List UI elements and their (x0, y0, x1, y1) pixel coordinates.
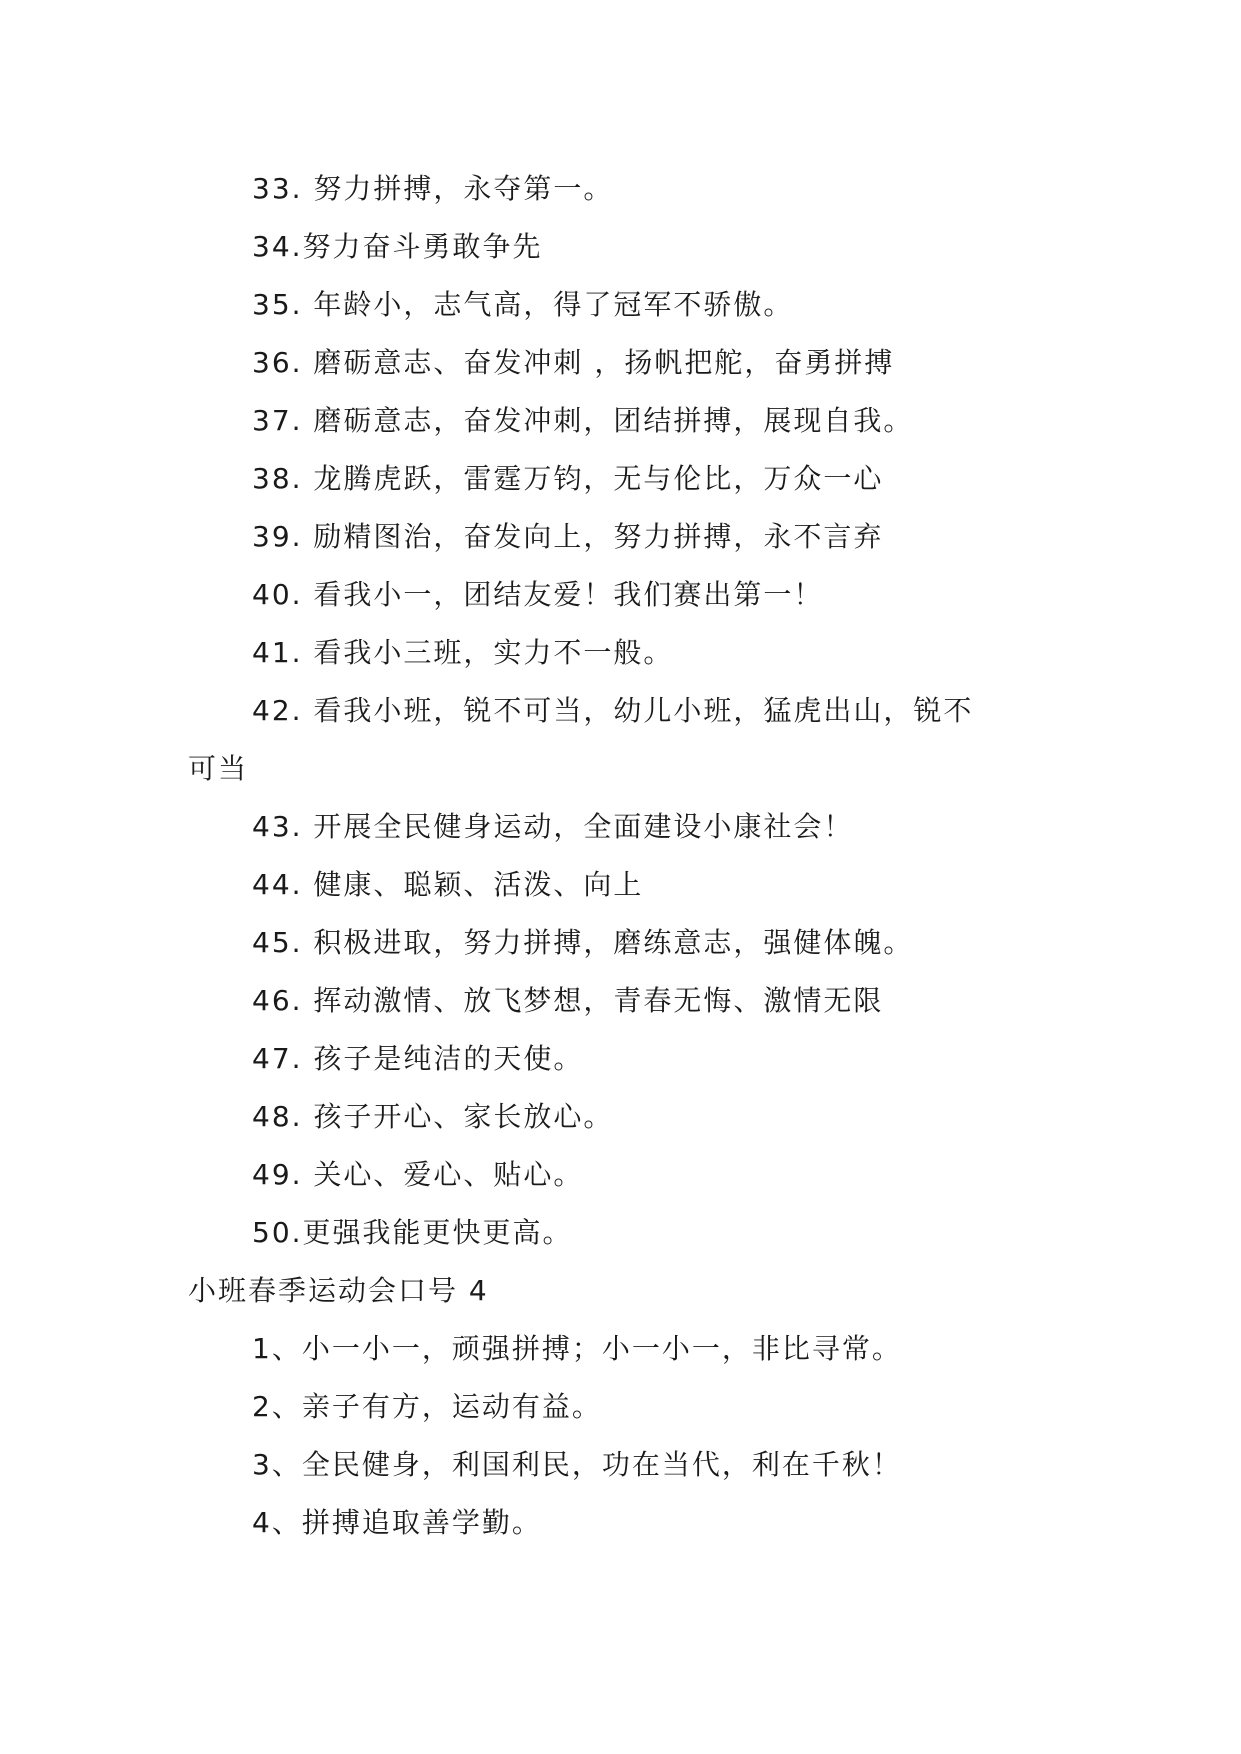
slogan-line: 2、亲子有方，运动有益。 (252, 1390, 602, 1423)
slogan-line: 46. 挥动激情、放飞梦想，青春无悔、激情无限 (252, 984, 884, 1017)
document-body (188, 160, 1068, 1552)
slogan-line: 41. 看我小三班，实力不一般。 (252, 636, 674, 669)
slogan-line: 50.更强我能更快更高。 (252, 1216, 573, 1249)
slogan-line: 1、小一小一，顽强拼搏；小一小一，非比寻常。 (252, 1332, 902, 1365)
slogan-line: 43. 开展全民健身运动，全面建设小康社会！ (252, 810, 854, 843)
slogan-line: 40. 看我小一，团结友爱！我们赛出第一！ (252, 578, 824, 611)
slogan-line: 33. 努力拼搏，永夺第一。 (252, 172, 614, 205)
slogan-line: 37. 磨砺意志，奋发冲刺，团结拼搏，展现自我。 (252, 404, 914, 437)
slogan-line: 49. 关心、爱心、贴心。 (252, 1158, 584, 1191)
slogan-line: 38. 龙腾虎跃，雷霆万钧，无与伦比，万众一心 (252, 462, 884, 495)
slogan-line: 42. 看我小班，锐不可当，幼儿小班，猛虎出山，锐不 (252, 694, 974, 727)
slogan-line: 35. 年龄小，志气高，得了冠军不骄傲。 (252, 288, 794, 321)
slogan-line: 34.努力奋斗勇敢争先 (252, 230, 543, 263)
slogan-line: 36. 磨砺意志、奋发冲刺 ，扬帆把舵，奋勇拼搏 (252, 346, 895, 379)
slogan-line: 4、拼搏追取善学勤。 (252, 1506, 542, 1539)
slogan-line: 3、全民健身，利国利民，功在当代，利在千秋！ (252, 1448, 902, 1481)
slogan-line-continuation: 可当 (188, 752, 249, 785)
section-heading: 小班春季运动会口号 4 (188, 1274, 489, 1307)
slogan-line: 47. 孩子是纯洁的天使。 (252, 1042, 584, 1075)
slogan-line: 44. 健康、聪颖、活泼、向上 (252, 868, 644, 901)
slogan-line: 45. 积极进取，努力拼搏，磨练意志，强健体魄。 (252, 926, 914, 959)
slogan-line: 48. 孩子开心、家长放心。 (252, 1100, 614, 1133)
slogan-line: 39. 励精图治，奋发向上，努力拼搏，永不言弃 (252, 520, 884, 553)
